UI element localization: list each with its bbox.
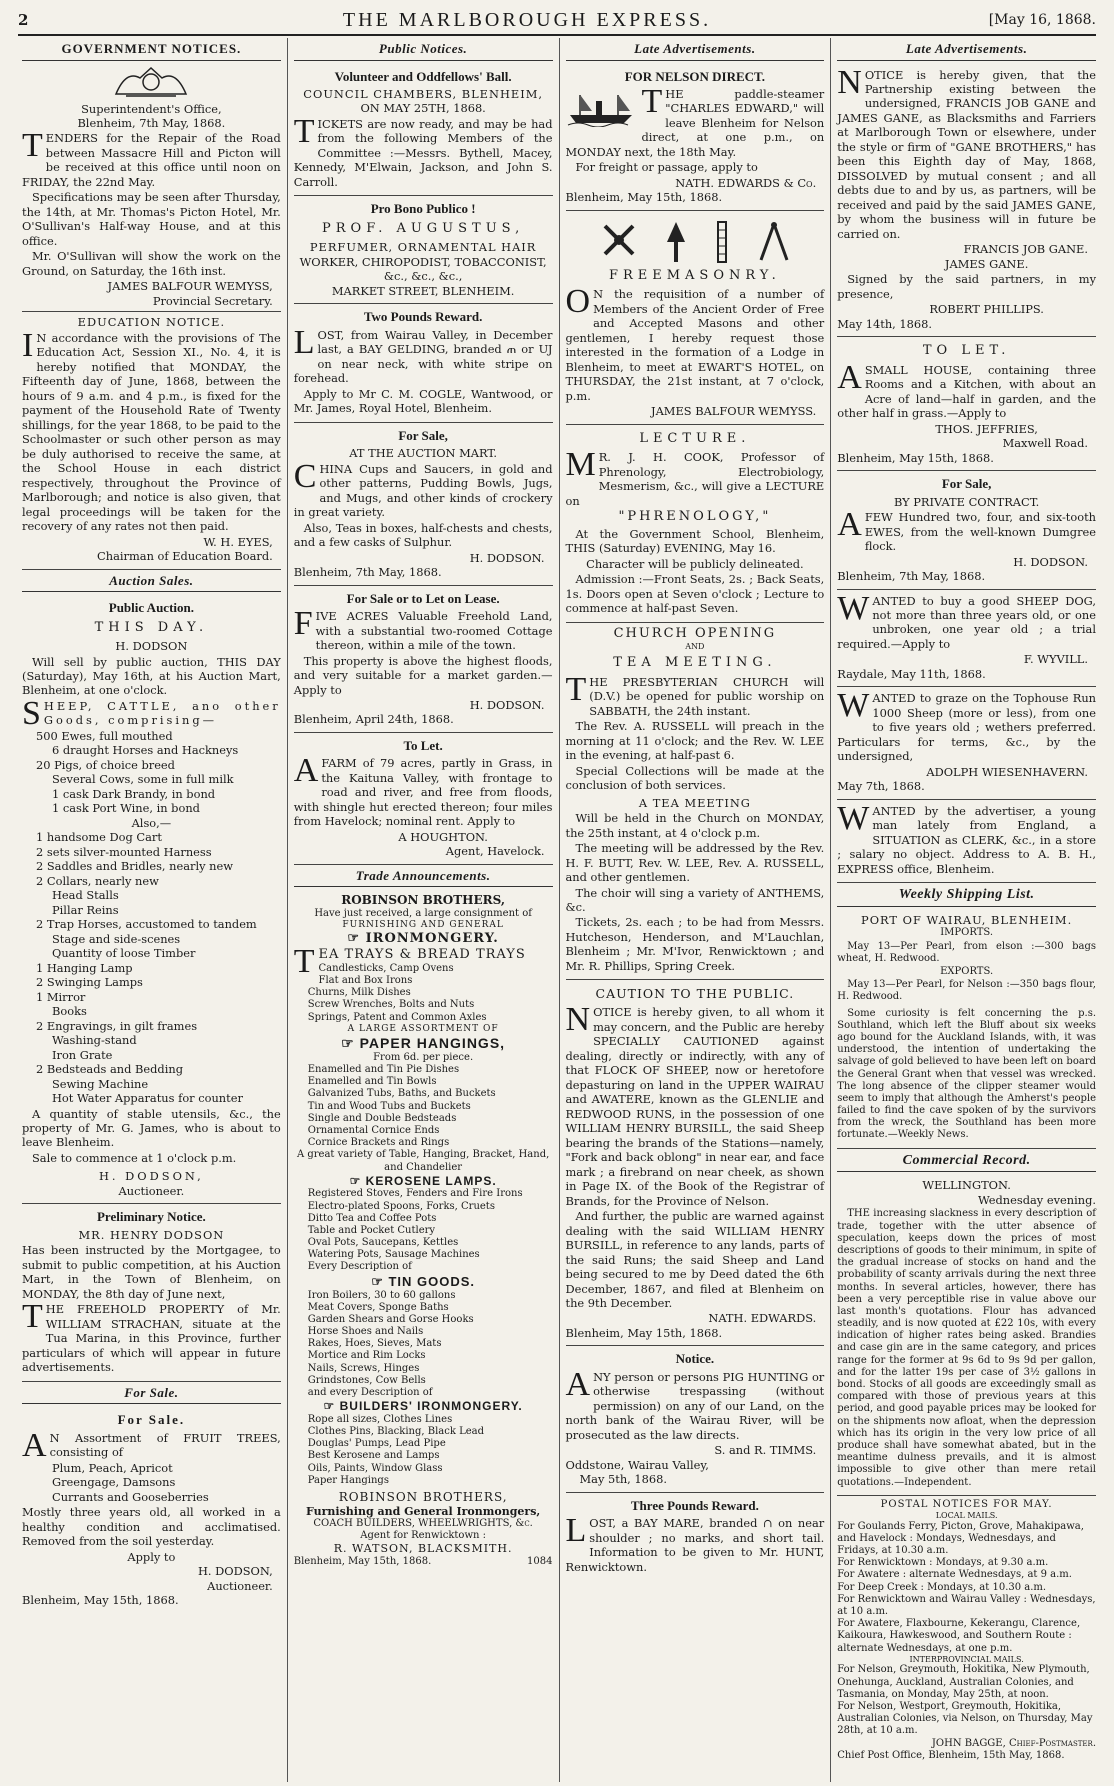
sale-title: For Sale, [941, 476, 992, 492]
pointing-hand-icon: ☞ [323, 1399, 340, 1414]
to-let-house-ad [837, 337, 1096, 471]
auction-heading: Auction Sales. [22, 570, 281, 593]
fsa-sub: AT THE AUCTION MART. [349, 446, 497, 461]
dis-date: May 14th, 1868. [837, 316, 933, 331]
rb-list-item: Oval Pots, Saucepans, Kettles [307, 1237, 459, 1249]
pa-auctioneer: H. DODSON [115, 639, 188, 654]
rb-list-item: Grindstones, Cow Bells [307, 1374, 426, 1386]
fsa-date: Blenheim, 7th May, 1868. [293, 565, 442, 580]
com-city: WELLINGTON. [922, 1178, 1011, 1193]
tl-text: AFARM of 79 acres, partly in Grass, in the Kaituna Valley, with frontage to road and river, and free from floods, with shingle hut erected thereon; four miles from Havelock; nominal rent. Apply to [293, 752, 553, 829]
pbp-address: MARKET STREET, BLENHEIM. [331, 283, 515, 298]
newspaper-title: THE MARLBOROUGH EXPRESS. [342, 8, 712, 31]
pointing-hand-icon: ☞ [371, 1273, 389, 1289]
fsl-text: FIVE ACRES Valuable Freehold Land, with a substantial two-roomed Cottage thereon, within a mile of the town. [293, 605, 553, 653]
issue-date: [May 16, 1868. [988, 12, 1096, 28]
rb-agent: Agent for Renwicktown : [360, 1530, 486, 1542]
pa-item2: Sewing Machine [52, 1076, 149, 1091]
post-title: POSTAL NOTICES FOR MAY. [880, 1498, 1053, 1510]
shipping-list [837, 910, 1096, 1149]
fm-signer: JAMES BALFOUR WEMYSS. [651, 404, 817, 419]
notice-ad [566, 1346, 825, 1492]
rb-list-item: Paper Hangings [307, 1474, 389, 1486]
rb-list-item: Best Kerosene and Lamps [307, 1450, 440, 1462]
dissolution-notice [837, 64, 1096, 338]
sale-signer: H. DODSON. [1013, 554, 1088, 569]
pa-item2: 2 Trap Horses, accustomed to tandem [36, 917, 257, 932]
osullivan-text: Mr. O'Sullivan will show the work on the Ground, on Saturday, the 16th inst. [22, 249, 281, 278]
ch-text: THE PRESBYTERIAN CHURCH will (D.V.) be opened for public worship on SABBATH, the 24th instant. [565, 670, 825, 718]
pa-item2: Books [52, 1004, 87, 1019]
freemasonry-ad [566, 211, 825, 425]
fsl-signer: H. DODSON. [469, 698, 545, 712]
pointing-hand-icon: ☞ [341, 1034, 360, 1051]
lec-text: M R. J. H. COOK, Professor of Phrenology, Electrobiology, Mesmerism, &c., will give a LECTURE on [565, 446, 825, 508]
rb-tin: ☞ TIN GOODS. [371, 1273, 476, 1289]
nel-text: THE paddle-steamer "CHARLES EDWARD," will leave Blenheim for Nelson direct, at one p.m., on MONDAY next, the 18th May. [565, 83, 825, 159]
rb-name2: ROBINSON BROTHERS, [338, 1489, 508, 1504]
post-inter-item: For Nelson, Westport, Greymouth, Hokitika, Australian Colonies, via Nelson, on Thursday, May 28th, at 10 a.m. [837, 1701, 1093, 1737]
fs-text: A N Assortment of FRUIT TREES, consisting of [22, 1426, 281, 1464]
rb-date: Blenheim, May 15th, 1868. [293, 1555, 432, 1567]
dis-signer2: JAMES GANE. [944, 256, 1029, 271]
pa-item2: Pillar Reins [52, 902, 119, 917]
cp-signer: NATH. EDWARDS. [708, 1311, 817, 1326]
fs-text2: Mostly three years old, all worked in a healthy condition and acclimatised. Removed from the soil yesterday. [22, 1505, 281, 1549]
w1-text: WANTED to buy a good SHEEP DOG, not more than three years old, or one unbroken, one year old ; a trial required.—Apply to [837, 589, 1096, 651]
pbp-title: Pro Bono Publico ! [370, 201, 476, 217]
rb-list-item: Garden Shears and Gorse Hooks [307, 1313, 474, 1325]
spec-text: Specifications may be seen after Thursday, the 14th, at Mr. Thomas's Picton Hotel, Mr. O'Sullivan's Half-way House, and at this office. [22, 190, 281, 248]
robinson-brothers-ad [294, 890, 553, 1573]
fs-signer: H. DODSON, [197, 1564, 273, 1579]
three-pounds-reward-ad [566, 1493, 825, 1580]
rb-list-item: and every Description of [307, 1387, 433, 1399]
cp-text2: And further, the public are warned against dealing with the said WILLIAM HENRY BURSILL, in reference to any lands, parts of the said Runs; the said Sheep and Land being secured to me by Deed dated the 6th December, 1867, and filed at Blenheim on the 9th December. [565, 1209, 825, 1310]
cp-text: NOTICE is hereby given, to all whom it may concern, and the Public are hereby SPECIALLY CAUTIONED against dealing, directly or indirectly, with any of that FLOCK OF SHEEP, now or heretofore depasturing on land in the UPPER WAIRAU and AWATERE, known as the GLENLIE and REDWOOD RUNS, in the possession of one WILLIAM HENRY BURSILL, the said Sheep bearing the brands of the Stations—namely, "Fork and back oblong" in near ear, and face mark ; a firebrand on near cheek, as shown in Page IX. of the Book of the Registrar of Brands, for the Province of Nelson. [565, 1001, 825, 1208]
fs-item: Currants and Gooseberries [52, 1489, 209, 1504]
post-item: For Renwicktown and Wairau Valley : Wednesdays, at 10 a.m. [837, 1593, 1096, 1617]
pro-bono-ad [294, 196, 553, 304]
rb-furn: Furnishing and General Ironmongers, [306, 1504, 541, 1518]
w1-date: Raydale, May 11th, 1868. [837, 666, 986, 681]
lec-topic: "PHRENOLOGY," [618, 509, 772, 525]
pa-item: 20 Pigs, of choice breed [36, 757, 175, 772]
ch-text5: The meeting will be addressed by the Rev. H. F. BUTT, Rev. W. LEE, Rev. A. RUSSELL, and other gentlemen. [565, 841, 825, 885]
ch-text7: Tickets, 2s. each ; to be had from Messrs. Hutcheson, Henderson, and M'Lauchlan, Blenheim ; Mr. M'Ivor, Renwicktown ; and Mr. R. Phillips, Spring Creek. [565, 915, 825, 973]
pa-item2: 2 Swinging Lamps [36, 975, 143, 990]
post-inter-item: For Nelson, Greymouth, Hokitika, New Plymouth, Onehunga, Auckland, Australian Colonies, and Tasmania, on Monday, May 25th, at noon. [837, 1664, 1090, 1700]
post-item: For Awatere, Flaxbourne, Kekerangu, Clarence, Kaikoura, Hawkeswood, and Southern Route : alternate Wednesdays, at one p.m. [837, 1618, 1081, 1654]
nel-signer: NATH. EDWARDS & Co. [675, 175, 817, 190]
rb-list-item: Rope all sizes, Clothes Lines [307, 1413, 453, 1425]
nt-date: May 5th, 1868. [579, 1472, 668, 1487]
rb-tea: TEA TRAYS & BREAD TRAYS [293, 943, 526, 980]
ch-text4: Will be held in the Church on MONDAY, the 25th instant, at 4 o'clock p.m. [565, 811, 825, 840]
columns [16, 38, 1102, 1782]
rb-watson: R. WATSON, BLACKSMITH. [333, 1542, 513, 1556]
tl-title: To Let. [403, 737, 443, 753]
postal-notices [837, 1496, 1096, 1767]
rb-list-item: Oils, Paints, Window Glass [307, 1462, 443, 1474]
rb-list-item: Nails, Screws, Hinges [307, 1362, 420, 1374]
masthead [18, 6, 1096, 36]
fsa-signer: H. DODSON. [469, 550, 545, 565]
ch-tea: TEA MEETING. [613, 655, 777, 671]
rb-list-item: Table and Pocket Cutlery [307, 1224, 436, 1236]
pa-stable: A quantity of stable utensils, &c., the property of Mr. G. James, who is about to leave Blenheim. [22, 1106, 281, 1150]
fm-title: FREEMASONRY. [608, 267, 781, 283]
ch-meeting: A TEA MEETING [638, 795, 751, 810]
pbp-trades2: WORKER, CHIROPODIST, TOBACCONIST, [299, 254, 547, 269]
rb-list-item: Enamelled and Tin Pie Dishes [307, 1064, 460, 1076]
let-title: TO LET. [922, 343, 1011, 359]
pa-item2: Hot Water Apparatus for counter [52, 1091, 243, 1106]
fsl-text2: This property is above the highest floods, and very suitable for a market garden.—Apply to [293, 653, 553, 697]
ch-and: AND [685, 642, 705, 652]
pointing-hand-icon: ☞ [349, 1173, 366, 1188]
to-let-ad [294, 733, 553, 865]
section-heading: GOVERNMENT NOTICES. [22, 38, 281, 61]
rb-list-item: Every Description of [307, 1261, 412, 1273]
commercial-heading: Commercial Record. [837, 1149, 1096, 1173]
edu-signer: W. H. EYES, [203, 534, 273, 549]
lec-adm: Admission :—Front Seats, 2s. ; Back Seats, 1s. Doors open at Seven o'clock ; Lecture to commence at half-past Seven. [565, 572, 825, 616]
pa-signer-title: Auctioneer. [118, 1183, 185, 1198]
pa-item2: 2 Saddles and Bridles, nearly new [36, 859, 233, 874]
w2-signer: ADOLPH WIESENHAVERN. [926, 764, 1088, 779]
let-text: ASMALL HOUSE, containing three Rooms and a Kitchen, with about an Acre of land—half in garden, and the other half in grass.—Apply to [837, 358, 1096, 421]
pbp-etc: &c., &c., &c., [383, 269, 463, 284]
rb-list-item: Clothes Pins, Blacking, Black Lead [307, 1426, 484, 1438]
lec-text2: At the Government School, Blenheim, THIS (Saturday) EVENING, May 16. [565, 526, 825, 556]
ship-news: Some curiosity is felt concerning the p.s. Southland, which left the Bluff about six weeks ago bound for the Auckland Islands, with, it was understood, the intention of undertaking the salvage of gold believed to have been left on board the General Grant when that vessel was wrecked. The long absence of the clipper steamer would seem to imply that although the Amherst's people failed to find the cave spoken of by the survivors from the wreck, the Southland has been more fortunate.—Weekly News. [837, 1007, 1096, 1141]
pn-title: Preliminary Notice. [96, 1209, 206, 1225]
pa-item: 500 Ewes, full mouthed [36, 728, 173, 743]
nel-date: Blenheim, May 15th, 1868. [565, 190, 723, 205]
nt-signer: S. and R. TIMMS. [714, 1443, 817, 1458]
sale-date: Blenheim, 7th May, 1868. [837, 569, 986, 584]
commercial-record [837, 1175, 1096, 1495]
masonic-tools-icon [566, 220, 825, 264]
fsl-title: For Sale or to Let on Lease. [346, 590, 500, 606]
rb-name: ROBINSON BROTHERS, [341, 893, 506, 908]
tenders-notice: TENDERS for the Repair of the Road between Massacre Hill and Picton will be received at this office until noon on FRIDAY, the 22nd May. [22, 127, 281, 189]
rb-furnishing: FURNISHING AND GENERAL [342, 920, 504, 931]
pa-item2: 2 sets silver-mounted Harness [36, 844, 212, 859]
tp-text: LOST, a BAY MARE, branded ∩ on near shoulder ; no marks, and short tail. Information to be given to Mr. HUNT, Renwicktown. [565, 1512, 825, 1574]
dis-signer1: FRANCIS JOB GANE. [963, 242, 1088, 257]
lecture-ad [566, 425, 825, 623]
fs-item: Plum, Peach, Apricot [52, 1460, 173, 1475]
post-item: For Renwicktown : Mondays, at 9.30 a.m. [837, 1557, 1049, 1569]
fruit-trees-ad [22, 1407, 281, 1612]
shipping-heading: Weekly Shipping List. [837, 883, 1096, 907]
church-opening-ad [566, 623, 825, 981]
rb-variety: A great variety of Table, Hanging, Bracket, Hand, and Chandelier [296, 1149, 550, 1173]
let-signer: THOS. JEFFRIES, [935, 421, 1038, 436]
preliminary-notice [22, 1204, 281, 1381]
pa-item2: 2 Bedsteads and Bedding [36, 1062, 183, 1077]
ewes-sale-ad [837, 471, 1096, 589]
post-office: Chief Post Office, Blenheim, 15th May, 1868. [837, 1749, 1065, 1761]
rb-list-item: Rakes, Hoes, Sieves, Mats [307, 1338, 442, 1350]
two-pounds-reward-ad [294, 304, 553, 422]
rb-list-item: Douglas' Pumps, Lead Pipe [307, 1438, 446, 1450]
rb-list-item: Ornamental Cornice Ends [307, 1124, 440, 1136]
ship-imp: May 13—Per Pearl, from elson :—300 bags wheat, H. Redwood. [837, 940, 1096, 964]
rb-ironmongery: ☞ IRONMONGERY. [347, 931, 499, 947]
rb-list-item: Registered Stoves, Fenders and Fire Irons [307, 1188, 523, 1200]
pbp-trades1: PERFUMER, ORNAMENTAL HAIR [309, 240, 537, 255]
ch-title: CHURCH OPENING [613, 625, 777, 641]
tpr-text: LOST, from Wairau Valley, in December last, a BAY GELDING, branded ጠ or UJ on near neck, with white stripe on forehead. [293, 323, 553, 386]
public-auction-ad [22, 595, 281, 1204]
edu-signer-title: Chairman of Education Board. [97, 549, 273, 564]
pn-name: MR. HENRY DODSON [78, 1227, 225, 1242]
for-sale-lease-ad [294, 586, 553, 733]
royal-crest-icon [22, 64, 281, 100]
rb-list-item: Ditto Tea and Coffee Pots [307, 1212, 437, 1224]
tp-title: Three Pounds Reward. [630, 1497, 759, 1513]
rb-list-item: Springs, Patent and Common Axles [307, 1011, 487, 1023]
ball-ad [294, 64, 553, 197]
rb-list-item: Screw Wrenches, Bolts and Nuts [307, 999, 475, 1011]
rb-builders: ☞ BUILDERS' IRONMONGERY. [323, 1399, 523, 1414]
pa-item: 6 draught Horses and Hackneys [52, 743, 239, 758]
pa-intro: Will sell by public auction, THIS DAY (Saturday), May 16th, at his Auction Mart, Blenheim, at one o'clock. [22, 654, 281, 698]
pn-text: Has been instructed by the Mortgagee, to submit to public competition, at his Auction Mart, in the Town of Blenheim, on MONDAY, the 8th day of June next, [22, 1243, 281, 1301]
ball-place: COUNCIL CHAMBERS, BLENHEIM, [303, 87, 543, 101]
fsl-date: Blenheim, April 24th, 1868. [293, 712, 454, 727]
sale-text: AFEW Hundred two, four, and six-tooth EWES, from the well-known Dumgree flock. [837, 506, 1096, 554]
dis-text: NOTICE is hereby given, that the Partnership existing between the undersigned, FRANCIS JOB GANE and JAMES GANE, as Blacksmiths and Farriers at Marlborough Town or elsewhere, under the style or firm of "GANE BROTHERS," has been this Eighth day of May, 1868, DISSOLVED by mutual consent ; and all debts due to and by us, as partners, will be received and paid by the said JAMES GANE, by whom the business will in future be carried on. [837, 63, 1096, 241]
rb-list-item: Electro-plated Spoons, Forks, Cruets [307, 1200, 495, 1212]
sale-sub: BY PRIVATE CONTRACT. [893, 494, 1040, 509]
post-item: For Awatere : alternate Wednesdays, at 9 a.m. [837, 1569, 1072, 1581]
ch-text6: The choir will sing a variety of ANTHEMS, &c. [565, 885, 825, 914]
cp-date: Blenheim, May 15th, 1868. [565, 1325, 723, 1340]
rb-list-item: Cornice Brackets and Rings [307, 1137, 450, 1149]
rb-list-item: Candlesticks, Camp Ovens [318, 962, 454, 974]
pn-text2: THE FREEHOLD PROPERTY of Mr. WILLIAM STRACHAN, situate at the Tua Marina, in this Province, further particulars of which will appear in future advertisements. [22, 1298, 281, 1375]
fsa-text2: Also, Teas in boxes, half-chests and chests, and a few casks of Sulphur. [293, 520, 553, 550]
fsa-title: For Sale, [398, 427, 448, 443]
column-4 [831, 38, 1102, 1782]
pbp-name: PROF. AUGUSTUS, [322, 220, 525, 236]
w2-text: WANTED to graze on the Tophouse Run 1000 Sheep (more or less), from one to five years old ; wethers preferred. Particulars for terms, &c., by the undersigned, [837, 687, 1096, 764]
w2-date: May 7th, 1868. [837, 779, 925, 794]
rb-list-item: Horse Shoes and Nails [307, 1326, 424, 1338]
pa-item: 1 cask Dark Brandy, in bond [52, 786, 216, 801]
public-notices-heading: Public Notices. [294, 38, 553, 61]
wanted-clerk-ad [837, 800, 1096, 883]
com-text: THE increasing slackness in every description of trade, together with the utter absence of speculation, keeps down the prices of most descriptions of goods to their minimum, in spite of the gradual increase of stocks on hand and the probability of scanty arrivals during the next three months. In several articles, however, there has been a very perceptible rise in value above our last month's quotations. Flour has advanced steadily, and is now quoted at £22 10s, with every indication of higher rates being asked. Brandies and case gin are in the same category, and prices range for the former at 9s 6d to 9s 9d per gallon, and for the latter 19s per case of 3½ gallons in bond. Stocks of all goods are exceedingly small as compared with those of previous years at this period, and good payable prices may be looked for on the shipments now afloat, when the depression which has its origin in the very low price of all produce shall have somewhat abated, but in the meantime dulness prevails, and it is almost impossible to give other than mere retail quotations.—Independent. [837, 1208, 1096, 1488]
column-3 [560, 38, 832, 1782]
tpr-apply: Apply to Mr C. M. COGLE, Wantwood, or Mr. James, Royal Hotel, Blenheim. [293, 386, 553, 416]
pa-this-day: THIS DAY. [94, 619, 209, 635]
edu-heading: EDUCATION NOTICE. [77, 315, 226, 330]
rb-paper: ☞ PAPER HANGINGS, [341, 1034, 506, 1051]
wanted-dog-ad [837, 590, 1096, 688]
pointing-hand-icon: ☞ [347, 931, 366, 947]
for-sale-auction-ad [294, 423, 553, 586]
pa-item: 1 cask Port Wine, in bond [52, 801, 200, 816]
pa-item2: Head Stalls [52, 888, 119, 903]
fm-text: O N the requisition of a number of Members of the Ancient Order of Free and Accepted Masons and other gentlemen, I hereby request those interested in the formation of a Lodge in Blenheim, to meet at EWART'S HOTEL, on THURSDAY, the 21st instant, at 7 o'clock, p.m. [565, 283, 825, 403]
lec-char: Character will be publicly delineated. [586, 556, 804, 571]
pa-sheep: SHEEP, CATTLE, ano other Goods, comprising— [22, 694, 281, 732]
rb-list-item: Flat and Box Irons [318, 975, 413, 987]
post-signer: JOHN BAGGE, Chief-Postmaster. [931, 1737, 1096, 1749]
rb-list-item: Enamelled and Tin Bowls [307, 1076, 437, 1088]
gov-signer-title: Provincial Secretary. [152, 293, 273, 308]
post-item: For Deep Creek : Mondays, at 10.30 a.m. [837, 1581, 1047, 1593]
for-sale-heading: For Sale. [22, 1382, 281, 1405]
rb-kerosene: ☞ KEROSENE LAMPS. [349, 1173, 497, 1188]
pa-sale-time: Sale to commence at 1 o'clock p.m. [32, 1150, 237, 1165]
fs-item: Greengage, Damsons [52, 1475, 176, 1490]
tl-signer-title: Agent, Havelock. [445, 844, 545, 859]
column-2 [288, 38, 560, 1782]
rb-list-item: Churns, Milk Dishes [307, 987, 411, 999]
pa-item: Several Cows, some in full milk [52, 772, 234, 787]
page-number: 2 [18, 11, 29, 29]
nt-title: Notice. [675, 1351, 715, 1367]
ball-title: Volunteer and Oddfellows' Ball. [334, 68, 512, 84]
nelson-direct-ad [566, 64, 825, 211]
pa-item2: 1 Mirror [36, 989, 86, 1004]
lec-title: LECTURE. [639, 430, 751, 446]
gov-signer: JAMES BALFOUR WEMYSS, [107, 279, 273, 294]
fs-apply: Apply to [127, 1549, 176, 1564]
education-notice [22, 311, 281, 569]
rb-list-item: Galvanized Tubs, Baths, and Buckets [307, 1088, 496, 1100]
pa-item2: 1 Hanging Lamp [36, 960, 133, 975]
caution-ad [566, 980, 825, 1346]
ball-text: TICKETS are now ready, and may be had from the following Members of the Committee :—Messrs. Bythell, Macey, Kennedy, M'Elwain, Jackson, and John S. Carroll. [293, 112, 553, 189]
let-signer2: Maxwell Road. [1002, 436, 1088, 451]
gov-place-date: Blenheim, 7th May, 1868. [77, 115, 226, 130]
rb-num: 1084 [527, 1555, 553, 1567]
w3-text: WANTED by the advertiser, a young man lately from England, a SITUATION as CLERK, &c., in a store ; salary no object. Address to A. B. H., EXPRESS office, Blenheim. [837, 799, 1096, 876]
nel-freight: For freight or passage, apply to [575, 160, 758, 175]
fs-title: For Sale. [117, 1412, 186, 1428]
rb-list-item: Watering Pots, Sausage Machines [307, 1249, 480, 1261]
pa-item2: Quantity of loose Timber [52, 946, 196, 961]
post-local: LOCAL MAILS. [935, 1510, 998, 1520]
column-1 [16, 38, 288, 1782]
rb-intro: Have just received, a large consignment of [314, 907, 532, 919]
rb-price: From 6d. per piece. [373, 1051, 474, 1063]
pa-item2: 2 Engravings, in gilt frames [36, 1018, 198, 1033]
pa-item2: Stage and side-scenes [52, 931, 181, 946]
rb-list-item: Tin and Wood Tubs and Buckets [307, 1100, 471, 1112]
fsa-text: CHINA Cups and Saucers, in gold and other patterns, Pudding Bowls, Jugs, and Mugs, and other kinds of crockery in great variety. [293, 457, 553, 520]
rb-list-item: Iron Boilers, 30 to 60 gallons [307, 1289, 456, 1301]
pa-item2: Washing-stand [52, 1033, 137, 1048]
nel-title: FOR NELSON DIRECT. [624, 68, 765, 84]
fs-signer-title: Auctioneer. [207, 1578, 273, 1593]
com-when: Wednesday evening. [977, 1192, 1096, 1207]
post-item: For Goulands Ferry, Picton, Grove, Mahakipawa, and Havelock : Mondays, Wednesdays, and Fridays, at 10.30 a.m. [837, 1520, 1084, 1557]
ball-date: ON MAY 25TH, 1868. [360, 101, 486, 116]
edu-text: I N accordance with the provisions of The Education Act, Session XI., No. 4, it is hereby notified that MONDAY, the Fifteenth day of June, 1868, between the hours of 9 a.m. and 4 p.m., is fixed for the payment of the Household Rate of Twenty shillings, for the year 1868, to be paid to the Schoolmaster or such other person as may be duly authorised to receive the same, at the School House in each district respectively, throughout the Province of Marlborough; and notice is also given, that legal proceedings will be taken for the recovery of any rates not then paid. [22, 326, 281, 534]
ch-text2: The Rev. A. RUSSELL will preach in the morning at 11 o'clock; and the Rev. W. LEE in the evening, at half-past 6. [565, 719, 825, 763]
tl-signer: A HOUGHTON. [398, 829, 488, 844]
let-date: Blenheim, May 15th, 1868. [837, 450, 994, 465]
trade-heading: Trade Announcements. [294, 865, 553, 888]
cp-title: CAUTION TO THE PUBLIC. [595, 986, 795, 1002]
pa-signer: H. DODSON, [98, 1169, 204, 1184]
rb-list-item: Meat Covers, Sponge Baths [307, 1301, 449, 1313]
pa-item2: 1 handsome Dog Cart [36, 830, 162, 845]
pa-title: Public Auction. [108, 600, 194, 616]
tpr-title: Two Pounds Reward. [363, 309, 483, 325]
late-ads-heading: Late Advertisements. [566, 38, 825, 61]
rb-list-item: Mortice and Rim Locks [307, 1350, 426, 1362]
nt-place: Oddstone, Wairau Valley, [565, 1457, 709, 1472]
w1-signer: F. WYVILL. [1023, 652, 1088, 667]
nt-text: ANY person or persons PIG HUNTING or otherwise trespassing (without permission) on any of our Land, on the north bank of the Wairau River, will be prosecuted as the law directs. [565, 1365, 825, 1442]
rb-large: A LARGE ASSORTMENT OF [347, 1023, 499, 1034]
ship-exports: EXPORTS. [940, 966, 994, 978]
gov-office: Superintendent's Office, [81, 101, 222, 116]
rb-list-item: Single and Double Bedsteads [307, 1112, 457, 1124]
rb-coach: COACH BUILDERS, WHEELWRIGHTS, &c. [313, 1517, 533, 1529]
ship-port: PORT OF WAIRAU, BLENHEIM. [861, 913, 1073, 927]
dis-signed: Signed by the said partners, in my presence, [837, 272, 1096, 301]
late-ads-heading-2: Late Advertisements. [837, 38, 1096, 61]
ship-imports: IMPORTS. [940, 927, 994, 939]
wanted-graze-ad [837, 687, 1096, 799]
dis-witness: ROBERT PHILLIPS. [929, 302, 1044, 317]
pa-item2: 2 Collars, nearly new [36, 873, 159, 888]
pa-also: Also,— [131, 815, 172, 830]
ship-exp: May 13—Per Pearl, for Nelson :—350 bags flour, H. Redwood. [837, 979, 1096, 1003]
fs-date: Blenheim, May 15th, 1868. [22, 1593, 179, 1608]
post-inter: INTERPROVINCIAL MAILS. [909, 1654, 1024, 1664]
pa-item2: Iron Grate [52, 1047, 113, 1062]
ch-text3: Special Collections will be made at the conclusion of both services. [565, 763, 825, 793]
steamer-icon [566, 87, 636, 130]
